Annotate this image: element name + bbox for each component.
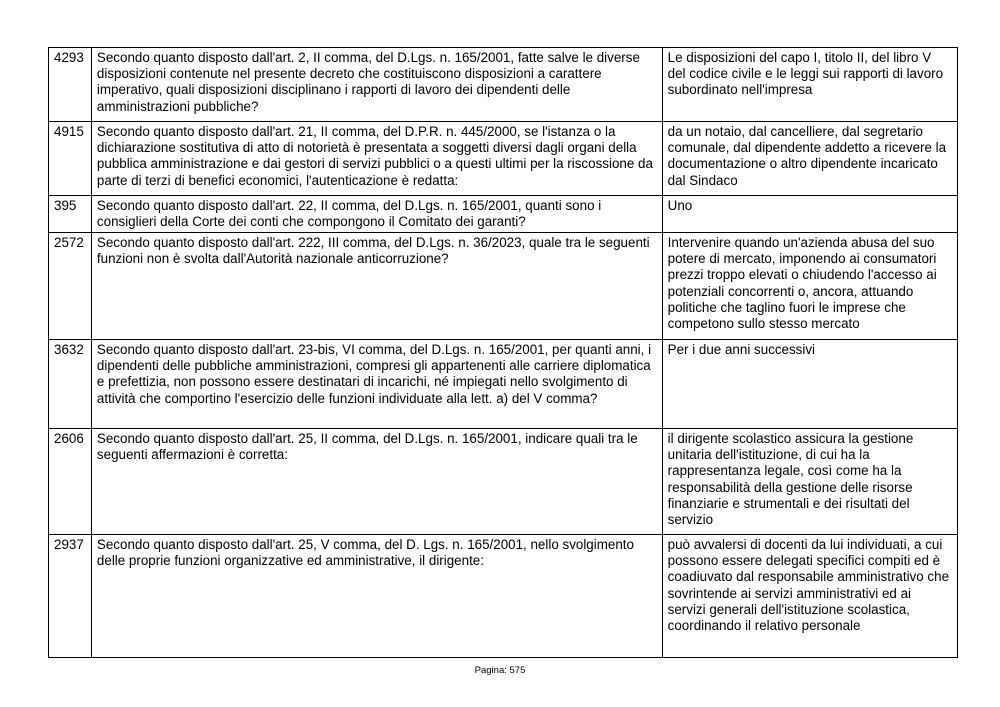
table-row (49, 535, 958, 658)
question-table (48, 47, 958, 658)
question-id: 2606 (49, 429, 92, 535)
table-row (49, 340, 958, 429)
answer-text: Per i due anni successivi (662, 340, 957, 429)
answer-text: Le disposizioni del capo I, titolo II, del libro V del codice civile e le leggi sui rapporti di lavoro subordinato nell'impresa (662, 48, 957, 122)
question-id: 2572 (49, 233, 92, 340)
table-row (49, 48, 958, 122)
table-row (49, 233, 958, 340)
question-text: Secondo quanto disposto dall'art. 25, II comma, del D.Lgs. n. 165/2001, indicare quali tra le seguenti affermazioni è corretta: (91, 429, 662, 535)
question-id: 395 (49, 196, 92, 233)
question-text: Secondo quanto disposto dall'art. 2, II comma, del D.Lgs. n. 165/2001, fatte salve le diverse disposizioni contenute nel presente decreto che costituiscono disposizioni a carattere imperativo, quali disposizioni disciplinano i rapporti di lavoro dei dipendenti delle amministrazioni pubbliche? (91, 48, 662, 122)
question-text: Secondo quanto disposto dall'art. 21, II comma, del D.P.R. n. 445/2000, se l'istanza o la dichiarazione sostitutiva di atto di notorietà è presentata a soggetti diversi dagli organi della pubblica amministrazione e dai gestori di servizi pubblici o a questi ultimi per la riscossione da parte di terzi di benefici economici, l'autenticazione è redatta: (91, 122, 662, 196)
answer-text: da un notaio, dal cancelliere, dal segretario comunale, dal dipendente addetto a ricevere la documentazione o altro dipendente incaricato dal Sindaco (662, 122, 957, 196)
answer-text: Intervenire quando un'azienda abusa del suo potere di mercato, imponendo ai consumatori prezzi troppo elevati o chiudendo l'accesso ai potenziali concorrenti o, ancora, attuando politiche che taglino fuori le imprese che competono sullo stesso mercato (662, 233, 957, 340)
question-id: 4293 (49, 48, 92, 122)
table-row (49, 429, 958, 535)
answer-text: può avvalersi di docenti da lui individuati, a cui possono essere delegati specifici compiti ed è coadiuvato dal responsabile amministrativo che sovrintende ai servizi amministrativi ed ai servizi generali dell'istituzione scolastica, coordinando il relativo personale (662, 535, 957, 658)
page-number: Pagina: 575 (474, 665, 526, 676)
question-id: 2937 (49, 535, 92, 658)
question-id: 4915 (49, 122, 92, 196)
question-text: Secondo quanto disposto dall'art. 222, III comma, del D.Lgs. n. 36/2023, quale tra le seguenti funzioni non è svolta dall'Autorità nazionale anticorruzione? (91, 233, 662, 340)
question-text: Secondo quanto disposto dall'art. 25, V comma, del D. Lgs. n. 165/2001, nello svolgimento delle proprie funzioni organizzative ed amministrative, il dirigente: (91, 535, 662, 658)
answer-text: Uno (662, 196, 957, 233)
table-row (49, 196, 958, 233)
table-row (49, 122, 958, 196)
question-text: Secondo quanto disposto dall'art. 23-bis, VI comma, del D.Lgs. n. 165/2001, per quanti anni, i dipendenti delle pubbliche amministrazioni, compresi gli appartenenti alle carriere diplomatica e prefettizia, non possono essere destinatari di incarichi, né impiegati nello svolgimento di attività che comportino l'esercizio delle funzioni individuate alla lett. a) del V comma? (91, 340, 662, 429)
question-text: Secondo quanto disposto dall'art. 22, II comma, del D.Lgs. n. 165/2001, quanti sono i consiglieri della Corte dei conti che compongono il Comitato dei garanti? (91, 196, 662, 233)
question-id: 3632 (49, 340, 92, 429)
answer-text: il dirigente scolastico assicura la gestione unitaria dell'istituzione, di cui ha la rappresentanza legale, così come ha la responsabilità della gestione delle risorse finanziarie e strumentali e dei risultati del servizio (662, 429, 957, 535)
